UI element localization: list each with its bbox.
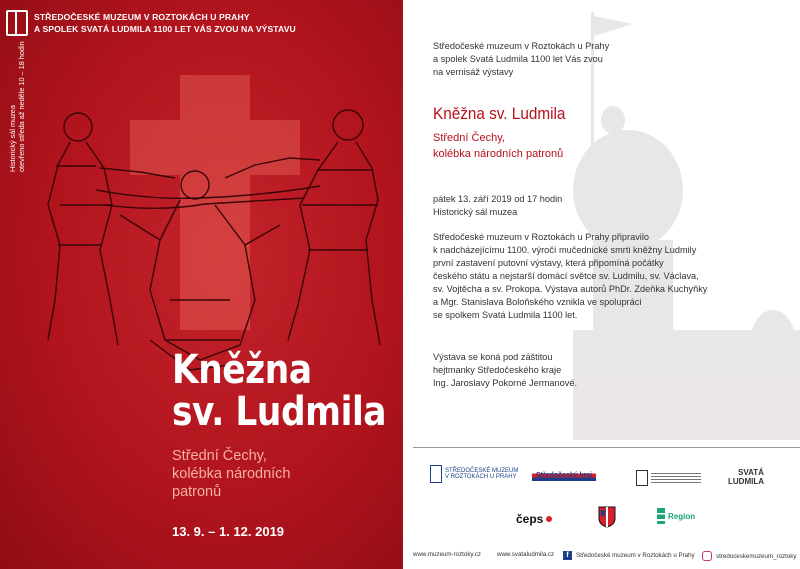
invitation-title: Kněžna sv. Ludmila — [433, 104, 566, 123]
poster-opening-hours — [8, 41, 26, 172]
intro-line2: a spolek Svatá Ludmila 1100 let Vás zvou — [433, 54, 603, 64]
body-line2: k nadcházejícímu 1100. výročí mučednické smrti kněžny Ludmily — [433, 245, 697, 255]
poster-vertical-line1: Historický sál muzea — [8, 105, 17, 172]
facebook-icon: f — [563, 551, 572, 560]
patron-line2: hejtmanky Středočeského kraje — [433, 365, 562, 375]
footer-web2[interactable]: www.svataludmila.cz — [497, 551, 555, 558]
invitation-subtitle-line2: kolébka národních patronů — [433, 148, 564, 160]
ludmila-label: LUDMILA — [728, 477, 764, 486]
body-line3: první zastavení putovní výstavy, která připomíná počátky — [433, 258, 664, 268]
partner-emblem-icon — [636, 470, 648, 486]
stredocesky-kraj-logo — [532, 470, 596, 481]
body-line7: se spolkem Svatá Ludmila 1100 let. — [433, 310, 578, 320]
poster-header-line1: STŘEDOČESKÉ MUZEUM V ROZTOKÁCH U PRAHY — [34, 12, 250, 22]
intro-line1: Středočeské muzeum v Roztokách u Prahy — [433, 41, 610, 51]
instagram-icon — [702, 551, 712, 561]
roztoky-coat-of-arms — [598, 506, 616, 528]
when-line2: Historický sál muzea — [433, 207, 518, 217]
poster-header-line2: A SPOLEK SVATÁ LUDMILA 1100 LET VÁS ZVOU NA VÝSTAVU — [34, 24, 296, 34]
poster-title-line2: sv. Ludmila — [172, 389, 387, 435]
svata-label: SVATÁ — [738, 468, 764, 477]
poster-dates: 13. 9. – 1. 12. 2019 — [172, 524, 285, 539]
kraj-logo-label: Středočeský kraj — [532, 470, 596, 481]
poster-vertical-line2: otevřeno středa až neděle 10 – 18 hodin — [17, 41, 26, 172]
divider — [413, 447, 800, 448]
poster-subtitle-line3: patronů — [172, 484, 222, 500]
ceps-logo — [516, 512, 552, 526]
museum-logo — [430, 465, 518, 483]
poster-title-line1: Kněžna — [172, 347, 312, 393]
body-line4: českého státu a nejstarší domácí světce sv. Ludmilu, sv. Václava, — [433, 271, 699, 281]
invitation-subtitle-line1: Střední Čechy, — [433, 132, 505, 144]
patron-line1: Výstava se koná pod záštitou — [433, 352, 553, 362]
coat-of-arms-icon — [598, 506, 616, 528]
footer-facebook-label: Středočeské muzeum v Roztokách u Prahy — [576, 552, 695, 559]
svata-ludmila-logo — [720, 468, 764, 486]
museum-book-logo-icon — [6, 10, 28, 36]
st-wenceslas-statue-watermark — [573, 10, 800, 440]
footer-instagram[interactable] — [702, 551, 796, 561]
footer-facebook[interactable] — [563, 551, 695, 560]
ceps-dot-icon — [546, 516, 552, 522]
museum-logo-line1: STŘEDOČESKÉ MUZEUM — [445, 468, 519, 474]
poster-subtitle-line1: Střední Čechy, — [172, 448, 267, 464]
patron-line3: Ing. Jaroslavy Pokorné Jermanové. — [433, 378, 578, 388]
museum-book-icon — [430, 465, 442, 483]
intro-line3: na vernisáž výstavy — [433, 67, 514, 77]
body-line6: a Mgr. Stanislava Boloňského vznikla ve spolupráci — [433, 297, 642, 307]
footer-instagram-label: stredoceskemuzeum_roztoky — [716, 552, 797, 560]
ceps-label: čeps — [516, 512, 544, 526]
body-line1: Středočeské muzeum v Roztokách u Prahy připravilo — [433, 232, 650, 242]
footer-web1[interactable]: www.muzeum-roztoky.cz — [413, 551, 481, 558]
region-label: Region — [668, 511, 696, 521]
body-line5: sv. Vojtěcha a sv. Prokopa. Výstava autorů PhDr. Zdeňka Kuchyňky — [433, 284, 708, 294]
when-line1: pátek 13. září 2019 od 17 hodin — [433, 194, 563, 204]
partner-logo — [636, 470, 701, 486]
partner-text-icon — [651, 473, 701, 483]
poster-subtitle-line2: kolébka národních — [172, 466, 291, 482]
region-logo — [657, 508, 695, 524]
museum-logo-line2: V ROZTOKÁCH U PRAHY — [445, 474, 517, 480]
region-icon — [657, 508, 665, 524]
